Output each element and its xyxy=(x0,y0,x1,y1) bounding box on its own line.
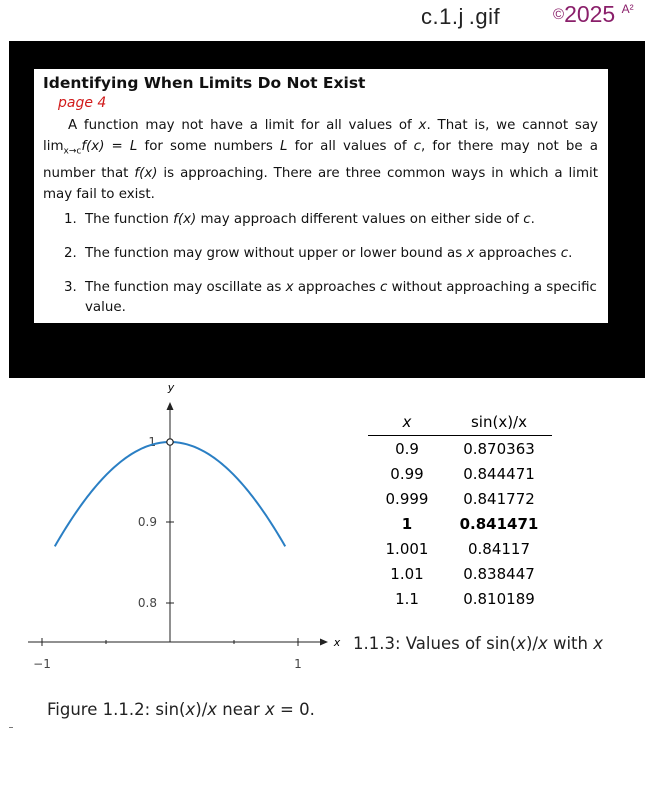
copyright-year: 2025 xyxy=(564,1,616,27)
list-item: 1. The function f(x) may approach different values on either side of c. xyxy=(64,211,535,227)
page-label: page 4 xyxy=(58,95,107,111)
table-row: 1.01 0.838447 xyxy=(390,564,535,583)
list-item: 2. The function may grow without upper or lower bound as x approaches c. xyxy=(64,245,573,261)
table-header-row xyxy=(368,409,552,436)
filename-label: c.1.j .gif xyxy=(421,4,501,29)
list-item: 3. The function may oscillate as x approaches c without approaching a specific value. xyxy=(64,279,597,315)
text-card xyxy=(34,69,608,323)
open-circle-hole xyxy=(167,439,173,445)
table-header-y: sin(x)/x xyxy=(446,409,552,436)
limit-graph xyxy=(0,376,360,676)
card-list xyxy=(43,210,598,318)
table-row-highlight: 1 0.841471 xyxy=(401,514,539,533)
card-title: Identifying When Limits Do Not Exist xyxy=(43,74,366,92)
table-row: 0.99 0.844471 xyxy=(390,464,535,483)
y-tick-label-1: 1 xyxy=(148,435,156,449)
y-axis-label: y xyxy=(167,381,175,394)
table-row: 0.999 0.841772 xyxy=(385,489,535,508)
x-axis-label: x xyxy=(333,636,341,649)
copyright-notice xyxy=(553,1,634,28)
table-row: 1.001 0.84117 xyxy=(385,539,531,558)
table-header-x: x xyxy=(368,409,446,436)
edge-mark xyxy=(9,727,13,728)
copyright-suffix: A² xyxy=(621,2,634,16)
table-caption: 1.1.3: Values of sin(x)/x with x xyxy=(353,634,603,653)
x-tick-label-neg1: −1 xyxy=(33,657,51,671)
figure-caption: Figure 1.1.2: sin(x)/x near x = 0. xyxy=(47,700,315,719)
copyright-symbol: © xyxy=(553,6,565,23)
values-table-wrap xyxy=(368,409,552,611)
x-axis-arrow xyxy=(320,639,328,646)
table-row: 1.1 0.810189 xyxy=(395,589,535,608)
y-axis-arrow xyxy=(167,402,174,410)
y-tick-label-08: 0.8 xyxy=(137,596,157,610)
x-tick-label-1: 1 xyxy=(294,657,302,671)
y-tick-label-09: 0.9 xyxy=(137,515,157,529)
card-paragraph: A function may not have a limit for all values of x. That is, we cannot say $\lim_{x\to c}f(x) = L$ for some numbers L for all values of c, for there may not be a number that f(x) is approaching. There are three common ways in which a limit may fail to exist. xyxy=(43,118,599,202)
table-row: 0.9 0.870363 xyxy=(395,439,535,458)
values-table xyxy=(368,409,552,611)
